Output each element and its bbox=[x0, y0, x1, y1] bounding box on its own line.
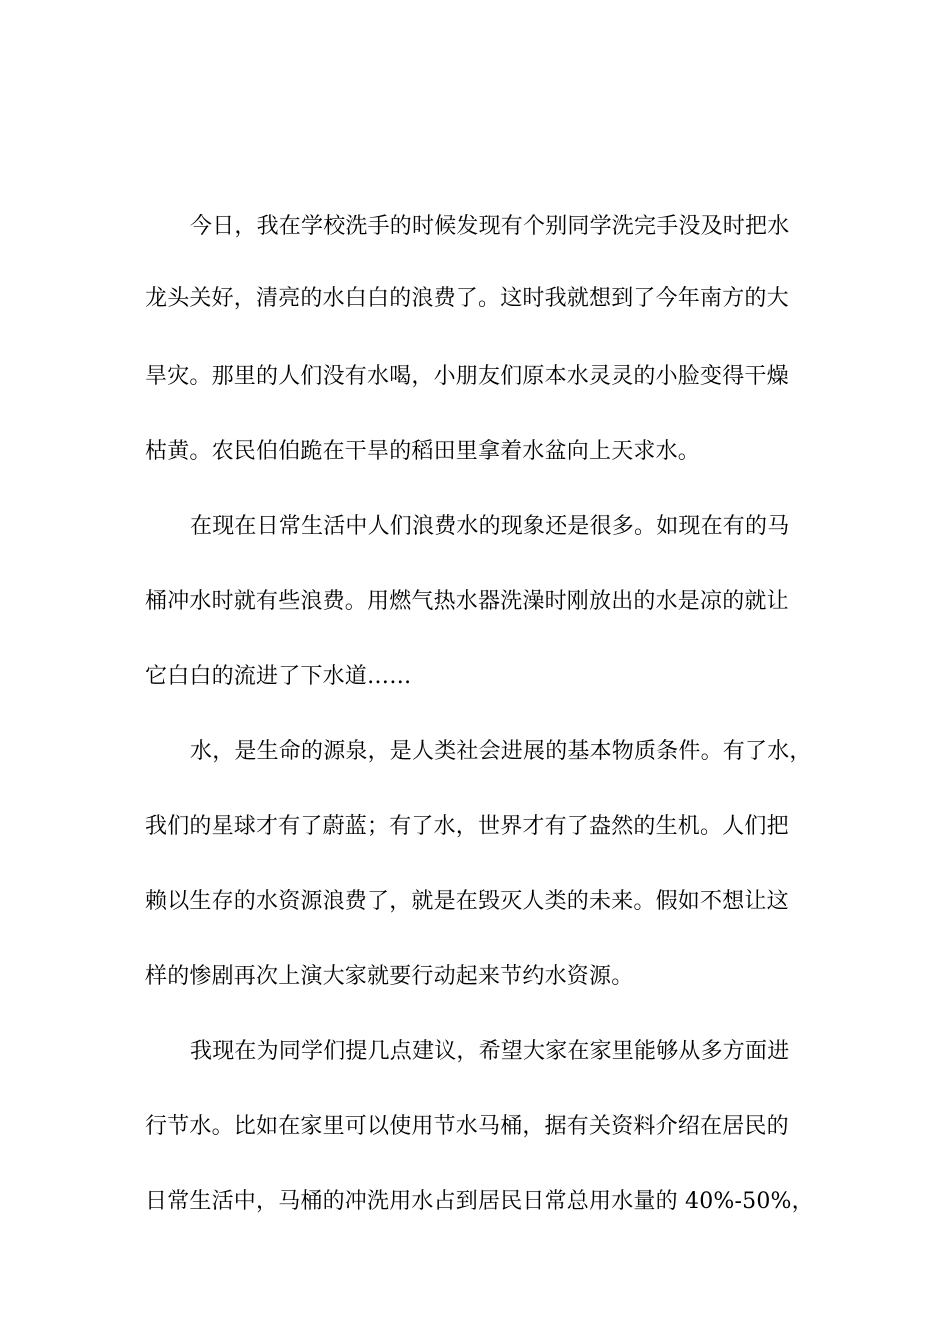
paragraph-4-line-2: 行节水。比如在家里可以使用节水马桶，据有关资料介绍在居民的 bbox=[145, 1114, 789, 1139]
paragraph-4-line-1: 我现在为同学们提几点建议，希望大家在家里能够从多方面进 bbox=[190, 1039, 790, 1064]
paragraph-1-line-4: 枯黄。农民伯伯跪在干旱的稻田里拿着水盆向上天求水。 bbox=[145, 439, 701, 464]
paragraph-2-line-1: 在现在日常生活中人们浪费水的现象还是很多。如现在有的马 bbox=[190, 514, 790, 539]
paragraph-3-line-1: 水，是生命的源泉，是人类社会进展的基本物质条件。有了水， bbox=[190, 739, 812, 764]
paragraph-2-line-3: 它白白的流进了下水道…… bbox=[145, 664, 412, 689]
paragraph-3-line-3: 赖以生存的水资源浪费了，就是在毁灭人类的未来。假如不想让这 bbox=[145, 889, 789, 914]
paragraph-1-line-3: 旱灾。那里的人们没有水喝，小朋友们原本水灵灵的小脸变得干燥 bbox=[145, 364, 789, 389]
paragraph-3-line-2: 我们的星球才有了蔚蓝；有了水，世界才有了盎然的生机。人们把 bbox=[145, 814, 789, 839]
paragraph-3-line-4: 样的惨剧再次上演大家就要行动起来节约水资源。 bbox=[145, 964, 634, 989]
paragraph-1-line-2: 龙头关好，清亮的水白白的浪费了。这时我就想到了今年南方的大 bbox=[145, 286, 789, 311]
paragraph-2-line-2: 桶冲水时就有些浪费。用燃气热水器洗澡时刚放出的水是凉的就让 bbox=[145, 589, 789, 614]
paragraph-1-line-1: 今日，我在学校洗手的时候发现有个别同学洗完手没及时把水 bbox=[190, 214, 790, 239]
paragraph-4-line-3: 日常生活中，马桶的冲洗用水占到居民日常总用水量的 40%-50%， bbox=[145, 1189, 814, 1214]
